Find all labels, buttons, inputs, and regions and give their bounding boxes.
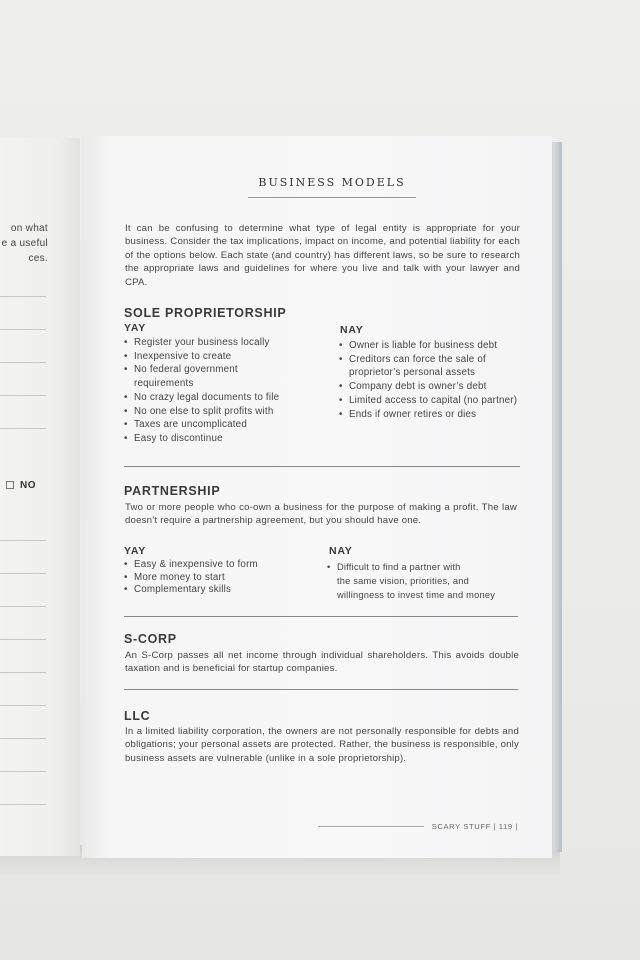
left-page	[0, 138, 80, 856]
list-item: • Easy to discontinue	[124, 432, 279, 446]
left-text-line: e a useful	[1, 238, 48, 249]
scorp-description: An S-Corp passes all net income through individual shareholders. This avoids double taxation and is beneficial for startup companies.	[125, 650, 519, 675]
intro-paragraph: It can be confusing to determine what type of legal entity is appropriate for your business. Consider the tax implications, impact on income, and potential liability for each of the options below. Each state (and country) has different laws, so be sure to research the appropriate laws and guidelines for where you live and talk with your lawyer and CPA.	[125, 223, 520, 288]
left-write-line	[0, 639, 46, 640]
left-write-line	[0, 606, 46, 607]
list-item: • Complementary skills	[124, 584, 258, 597]
section-divider	[124, 689, 518, 690]
left-no-option: NO	[6, 480, 36, 491]
partnership-description: Two or more people who co-own a business for the purpose of making a profit. The law doesn’t require a partnership agreement, but you should have one.	[125, 502, 517, 527]
page-footer	[318, 822, 518, 831]
left-write-line	[0, 540, 46, 541]
list-item: • No one else to split profits with	[124, 405, 279, 419]
scorp-heading: S-CORP	[124, 632, 177, 646]
left-write-line	[0, 804, 46, 805]
left-page-text	[0, 221, 48, 266]
page-title: BUSINESS MODELS	[258, 176, 406, 189]
list-item: • Easy & inexpensive to form	[124, 559, 258, 572]
partnership-nay-list	[327, 561, 495, 602]
llc-description: In a limited liability corporation, the owners are not personally responsible for debts and obligations; your personal assets are protected. Rather, the business is responsible, only business assets are vulnerable (unlike in a sole proprietorship).	[125, 726, 519, 764]
left-text-line: ces.	[28, 253, 48, 264]
right-page	[82, 136, 552, 858]
left-text-line: on what	[10, 223, 48, 234]
list-item: • More money to start	[124, 572, 258, 585]
left-write-line	[0, 362, 46, 363]
list-item: • Company debt is owner’s debt	[339, 380, 517, 394]
page-title-block	[248, 176, 416, 198]
checkbox-icon	[6, 481, 14, 489]
list-item: • Limited access to capital (no partner)	[339, 394, 517, 408]
list-item: • Creditors can force the sale of	[339, 353, 517, 367]
list-item: • Register your business locally	[124, 336, 279, 350]
list-item: willingness to invest time and money	[337, 589, 496, 600]
section-divider	[124, 616, 518, 617]
left-write-line	[0, 395, 46, 396]
list-item: • Ends if owner retires or dies	[339, 408, 517, 422]
sole-yay-label: YAY	[124, 322, 147, 334]
partnership-heading: PARTNERSHIP	[124, 484, 221, 498]
list-item: • Inexpensive to create	[124, 350, 279, 364]
list-item: proprietor’s personal assets	[349, 367, 476, 379]
left-write-line	[0, 672, 46, 673]
partnership-yay-list	[124, 559, 258, 597]
list-item: • Owner is liable for business debt	[339, 339, 517, 353]
sole-yay-list	[124, 336, 279, 446]
sole-nay-list	[339, 339, 517, 421]
sole-nay-label: NAY	[340, 324, 364, 336]
left-write-line	[0, 738, 46, 739]
left-write-line	[0, 705, 46, 706]
list-item: • No crazy legal documents to file	[124, 391, 279, 405]
list-item: requirements	[134, 378, 194, 390]
left-write-line	[0, 329, 46, 330]
partnership-nay-label: NAY	[329, 545, 353, 557]
section-divider	[124, 466, 520, 467]
left-write-line	[0, 296, 46, 297]
list-item: • No federal government	[124, 363, 279, 377]
left-write-line	[0, 573, 46, 574]
sole-heading: SOLE PROPRIETORSHIP	[124, 306, 287, 320]
title-rule	[248, 197, 416, 198]
list-item: • Taxes are uncomplicated	[124, 418, 279, 432]
list-item: • Difficult to find a partner with	[327, 561, 495, 575]
partnership-yay-label: YAY	[124, 545, 147, 557]
footer-rule	[318, 826, 424, 827]
list-item: the same vision, priorities, and	[337, 575, 469, 586]
footer-text: SCARY STUFF | 119 |	[431, 822, 518, 831]
left-write-line	[0, 428, 46, 429]
llc-heading: LLC	[124, 709, 151, 723]
left-write-line	[0, 771, 46, 772]
